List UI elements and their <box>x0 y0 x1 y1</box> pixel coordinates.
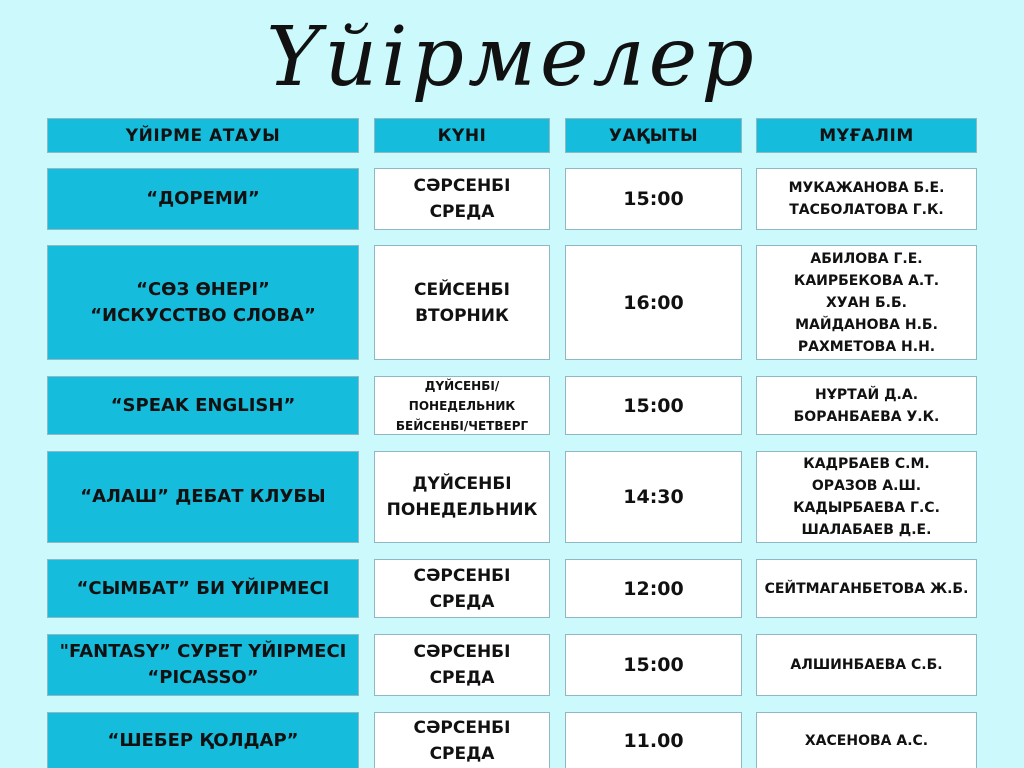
club-day: СӘРСЕНБІ СРЕДА <box>413 176 511 222</box>
day-cell <box>374 376 550 435</box>
club-name-cell <box>47 168 359 230</box>
header-time-label: УАҚЫТЫ <box>608 125 699 146</box>
day-cell <box>374 451 550 543</box>
club-name: “ДОРЕМИ” <box>146 188 260 209</box>
club-name-cell <box>47 712 359 768</box>
teacher-cell <box>756 712 977 768</box>
club-day: СӘРСЕНБІ СРЕДА <box>413 565 511 612</box>
day-cell <box>374 634 550 696</box>
day-cell <box>374 168 550 230</box>
header-name <box>47 118 359 153</box>
club-name-cell <box>47 559 359 618</box>
page-title: Үйірмелер <box>266 10 758 105</box>
teacher-cell <box>756 634 977 696</box>
time-cell <box>565 634 742 696</box>
header-day-label: КҮНІ <box>437 125 487 146</box>
club-name: “СЫМБАТ” БИ ҮЙІРМЕСІ <box>76 577 330 599</box>
club-name-cell <box>47 634 359 696</box>
teacher-cell <box>756 451 977 543</box>
header-day <box>374 118 550 153</box>
teacher-cell <box>756 559 977 618</box>
club-teacher: АБИЛОВА Г.Е. КАИРБЕКОВА А.Т. ХУАН Б.Б. МАЙДАНОВА Н.Б. РАХМЕТОВА Н.Н. <box>793 250 940 355</box>
header-teacher-label: МҰҒАЛІМ <box>819 125 914 146</box>
club-name: “СӨЗ ӨНЕРІ” “ИСКУССТВО СЛОВА” <box>90 278 316 326</box>
club-day: СЕЙСЕНБІ ВТОРНИК <box>414 279 510 326</box>
club-name: “SPEAK ENGLISH” <box>110 394 296 416</box>
time-cell <box>565 712 742 768</box>
time-cell <box>565 559 742 618</box>
club-teacher: КАДРБАЕВ С.М. ОРАЗОВ А.Ш. КАДЫРБАЕВА Г.С. ШАЛАБАЕВ Д.Е. <box>793 456 940 538</box>
teacher-cell <box>756 376 977 435</box>
day-cell <box>374 245 550 360</box>
club-time: 12:00 <box>623 577 684 600</box>
header-name-label: ҮЙІРМЕ АТАУЫ <box>125 125 281 146</box>
club-teacher: МУКАЖАНОВА Б.Е. ТАСБОЛАТОВА Г.К. <box>788 180 945 218</box>
time-cell <box>565 451 742 543</box>
club-name-cell <box>47 451 359 543</box>
header-teacher <box>756 118 977 153</box>
time-cell <box>565 376 742 435</box>
club-time: 14:30 <box>623 486 684 508</box>
club-name: “ШЕБЕР ҚОЛДАР” <box>107 729 299 751</box>
club-name-cell <box>47 376 359 435</box>
club-teacher: СЕЙТМАГАНБЕТОВА Ж.Б. <box>764 580 969 597</box>
club-teacher: НҰРТАЙ Д.А. БОРАНБАЕВА У.К. <box>793 386 940 425</box>
club-day: ДҮЙСЕНБІ/ ПОНЕДЕЛЬНИК БЕЙСЕНБІ/ЧЕТВЕРГ <box>395 378 529 433</box>
club-time: 15:00 <box>623 654 684 676</box>
club-day: СӘРСЕНБІ СРЕДА <box>413 642 511 688</box>
teacher-cell <box>756 245 977 360</box>
club-time: 15:00 <box>623 188 684 210</box>
club-day: ДҮЙСЕНБІ ПОНЕДЕЛЬНИК <box>386 474 538 520</box>
club-name: "FANTASY” СУРЕТ ҮЙІРМЕСІ “PICASSO” <box>59 641 347 688</box>
day-cell <box>374 559 550 618</box>
club-day: СӘРСЕНБІ СРЕДА <box>413 717 511 764</box>
time-cell <box>565 245 742 360</box>
club-teacher: ХАСЕНОВА А.С. <box>804 732 929 749</box>
header-time <box>565 118 742 153</box>
club-time: 16:00 <box>623 291 684 314</box>
club-time: 15:00 <box>623 394 684 417</box>
time-cell <box>565 168 742 230</box>
club-time: 11.00 <box>623 729 684 752</box>
club-name: “АЛАШ” ДЕБАТ КЛУБЫ <box>80 486 326 507</box>
day-cell <box>374 712 550 768</box>
teacher-cell <box>756 168 977 230</box>
club-name-cell <box>47 245 359 360</box>
club-teacher: АЛШИНБАЕВА С.Б. <box>790 657 943 673</box>
